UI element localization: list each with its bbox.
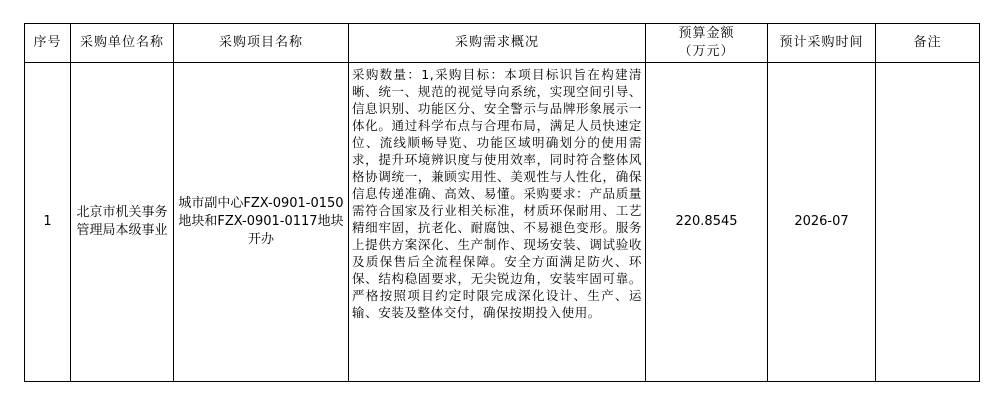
header-project: 采购项目名称	[174, 24, 349, 63]
header-summary: 采购需求概况	[349, 24, 646, 63]
cell-summary: 采购数量：1,采购目标：本项目标识旨在构建清晰、统一、规范的视觉导向系统，实现空间引导、信息识别、功能区分、安全警示与品牌形象展示一体化。通过科学布点与合理布局，满足人员快速定位、流线顺畅导览、功能区域明确划分的使用需求，提升环境辨识度与使用效率，同时符合整体风格协调统一，兼顾实用性、美观性与人性化，确保信息传递准确、高效、易懂。采购要求：产品质量需符合国家及行业相关标准，材质环保耐用、工艺精细牢固，抗老化、耐腐蚀、不易褪色变形。服务上提供方案深化、生产制作、现场安装、调试验收及质保售后全流程保障。安全方面满足防火、环保、结构稳固要求，无尖锐边角，安装牢固可靠。严格按照项目约定时限完成深化设计、生产、运输、安装及整体交付，确保按期投入使用。	[349, 63, 646, 382]
procurement-table	[24, 23, 980, 382]
cell-time: 2026-07	[768, 63, 876, 382]
header-time: 预计采购时间	[768, 24, 876, 63]
header-row	[25, 24, 980, 63]
cell-unit: 北京市机关事务管理局本级事业	[71, 63, 174, 382]
cell-project: 城市副中心FZX-0901-0150地块和FZX-0901-0117地块开办	[174, 63, 349, 382]
table-row	[25, 63, 980, 382]
header-budget	[646, 24, 768, 63]
cell-budget: 220.8545	[646, 63, 768, 382]
header-budget-line2: （万元）	[678, 44, 735, 59]
header-budget-line1: 预算金额	[678, 26, 735, 41]
header-seq: 序号	[25, 24, 71, 63]
header-remark: 备注	[876, 24, 980, 63]
cell-seq: 1	[25, 63, 71, 382]
cell-remark	[876, 63, 980, 382]
header-unit: 采购单位名称	[71, 24, 174, 63]
